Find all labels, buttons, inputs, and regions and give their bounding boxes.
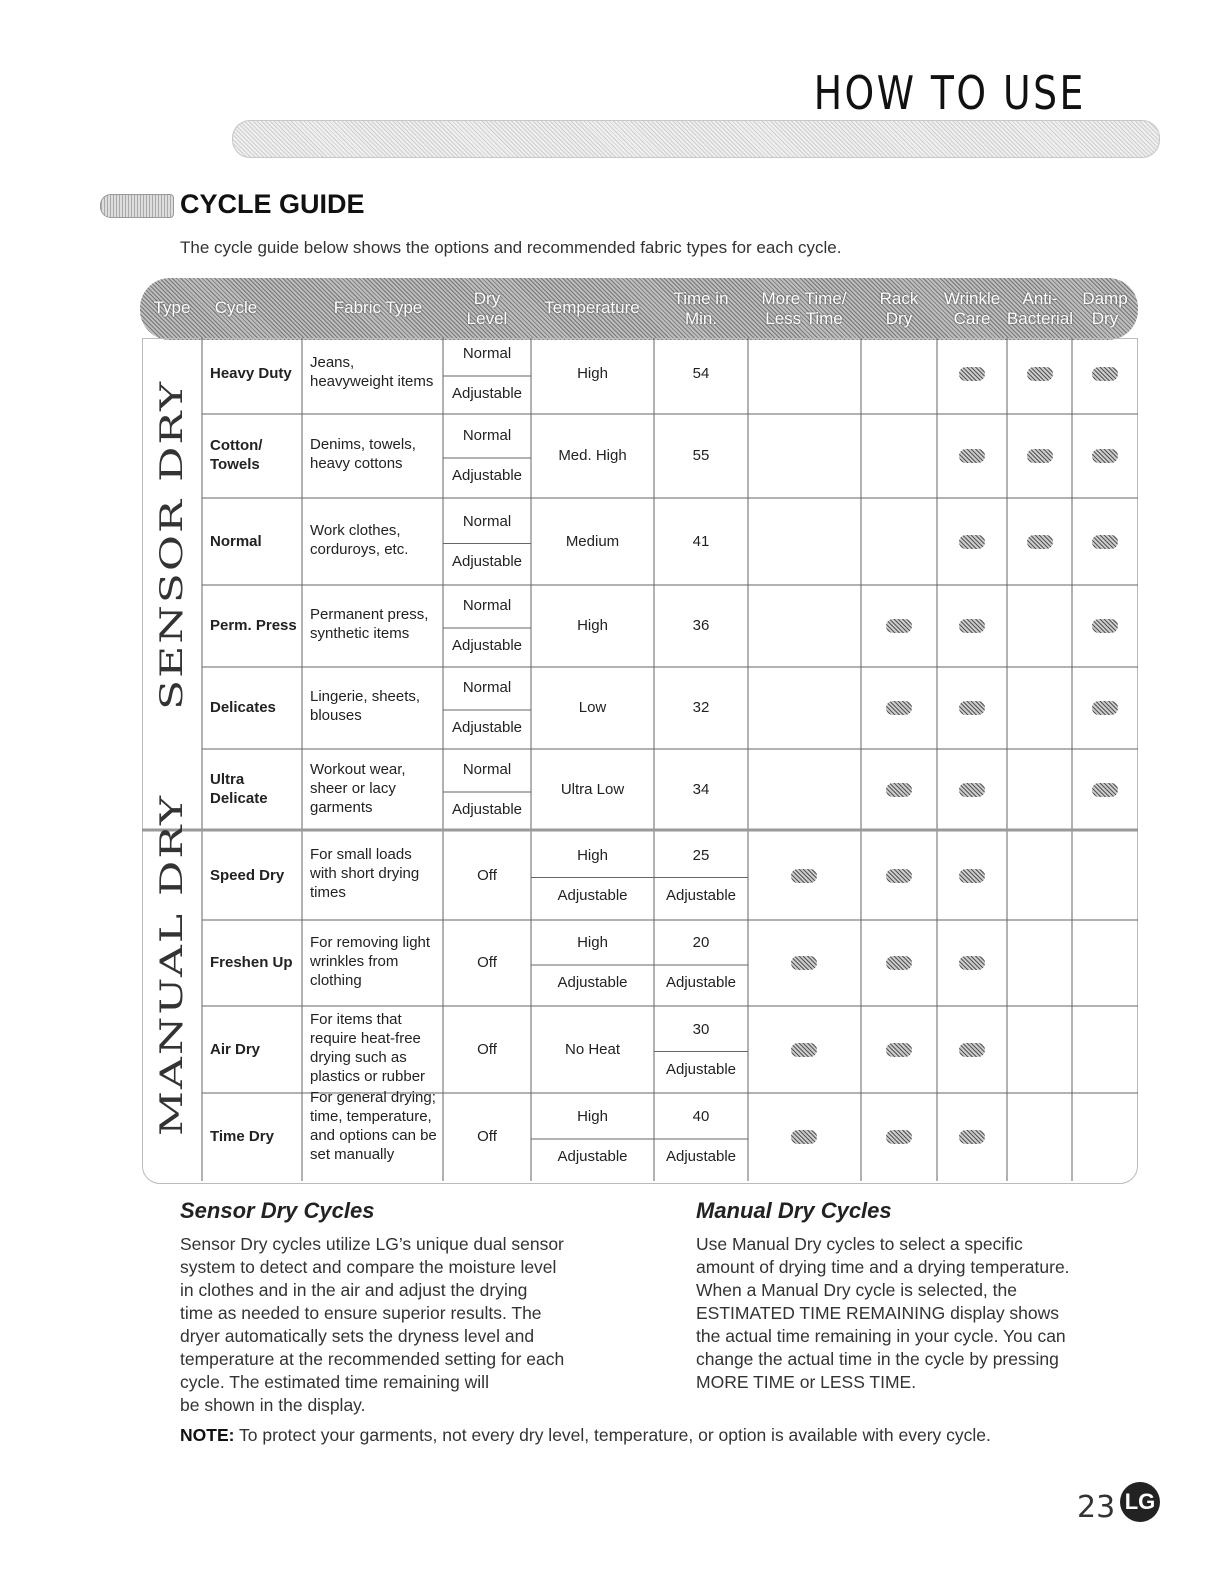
option-available-dot — [959, 956, 985, 970]
temperature: Medium — [565, 532, 620, 550]
table-header — [140, 278, 1138, 340]
option-available-dot — [886, 1130, 912, 1144]
time-min: 41 — [692, 532, 710, 550]
group-label: MANUAL DRY — [153, 793, 190, 1136]
column-header: Damp Dry — [1082, 289, 1128, 328]
cycle-name: Time Dry — [210, 1128, 274, 1145]
temperature: High — [577, 365, 608, 382]
fabric-type: Jeans, heavyweight items — [310, 354, 434, 390]
column-header: Anti- Bacterial — [1006, 289, 1074, 328]
temperature: Adjustable — [557, 886, 628, 904]
dry-level: Adjustable — [451, 719, 523, 736]
dry-level: Off — [477, 1040, 497, 1058]
cycle-name: Delicates — [210, 699, 276, 716]
note-label: NOTE: — [180, 1425, 235, 1445]
note-text: To protect your garments, not every dry level, temperature, or option is available with every cycle. — [234, 1425, 991, 1445]
column-header: Type — [153, 298, 191, 317]
option-available-dot — [959, 619, 985, 633]
temperature: High — [577, 934, 608, 951]
time-min: 32 — [692, 699, 710, 716]
temperature: High — [577, 846, 608, 864]
temperature: Adjustable — [557, 1148, 628, 1165]
sensor-line: be shown in the display. — [180, 1395, 366, 1415]
lg-logo-icon: LG — [1120, 1482, 1160, 1522]
fabric-type: Denims, towels, heavy cottons — [310, 436, 416, 472]
time-min: Adjustable — [665, 1148, 737, 1165]
time-min: Adjustable — [665, 1060, 737, 1078]
fabric-type: Permanent press, synthetic items — [310, 606, 429, 642]
option-available-dot — [959, 1130, 985, 1144]
option-available-dot — [886, 1043, 912, 1057]
time-min: 20 — [692, 934, 710, 951]
sensor-line: in clothes and in the air and adjust the drying — [180, 1280, 528, 1300]
fabric-type: Lingerie, sheets, blouses — [310, 688, 421, 724]
cycle-name: Cotton/ Towels — [210, 437, 263, 473]
option-available-dot — [1027, 535, 1053, 549]
dry-level: Normal — [462, 512, 512, 530]
time-min: 34 — [692, 781, 710, 798]
manual-dry-text — [696, 1233, 1166, 1394]
option-available-dot — [791, 869, 817, 883]
dry-level: Normal — [462, 427, 512, 444]
section-marker-icon — [100, 194, 174, 218]
sensor-line: cycle. The estimated time remaining will — [180, 1372, 489, 1392]
sensor-line: time as needed to ensure superior results. The — [180, 1303, 542, 1323]
temperature: Med. High — [558, 447, 627, 464]
column-header: Fabric Type — [333, 298, 423, 317]
dry-level: Adjustable — [451, 637, 523, 654]
option-available-dot — [959, 783, 985, 797]
option-available-dot — [1092, 535, 1118, 549]
time-min: 40 — [692, 1108, 710, 1125]
fabric-type: Workout wear, sheer or lacy garments — [310, 760, 406, 816]
option-available-dot — [1092, 449, 1118, 463]
option-available-dot — [959, 869, 985, 883]
header-bar — [232, 120, 1160, 158]
option-available-dot — [791, 1043, 817, 1057]
fabric-type: For removing light wrinkles from clothing — [310, 933, 431, 989]
section-title: CYCLE GUIDE — [180, 189, 365, 219]
option-available-dot — [886, 701, 912, 715]
dry-level: Off — [477, 954, 497, 971]
option-available-dot — [1092, 367, 1118, 381]
manual-line: amount of drying time and a drying temperature. — [696, 1257, 1070, 1277]
sensor-dry-text — [180, 1233, 660, 1417]
manual-line: the actual time remaining in your cycle. You can — [696, 1326, 1066, 1346]
cycle-name: Ultra Delicate — [210, 771, 268, 807]
time-min: Adjustable — [665, 886, 737, 904]
temperature: High — [577, 617, 608, 634]
manual-line: ESTIMATED TIME REMAINING display shows — [696, 1303, 1060, 1323]
sensor-line: Sensor Dry cycles utilize LG’s unique dual sensor — [180, 1234, 564, 1254]
manual-line: When a Manual Dry cycle is selected, the — [696, 1280, 1017, 1300]
intro-text: The cycle guide below shows the options and recommended fabric types for each cycle. — [180, 238, 842, 257]
dry-level: Normal — [462, 345, 512, 362]
dry-level: Adjustable — [451, 552, 523, 570]
option-available-dot — [1092, 619, 1118, 633]
sensor-dry-heading: Sensor Dry Cycles — [180, 1198, 375, 1223]
sensor-line: dryer automatically sets the dryness level and — [180, 1326, 535, 1346]
option-available-dot — [886, 869, 912, 883]
time-min: 30 — [692, 1020, 710, 1038]
option-available-dot — [959, 535, 985, 549]
column-header: Wrinkle Care — [943, 289, 1001, 328]
manual-dry-heading: Manual Dry Cycles — [696, 1198, 892, 1223]
option-available-dot — [959, 367, 985, 381]
option-available-dot — [1027, 367, 1053, 381]
dry-level: Normal — [462, 597, 512, 614]
cycle-name: Heavy Duty — [210, 365, 292, 382]
fabric-type: For general drying; time, temperature, and options can be set manually — [310, 1088, 437, 1163]
dry-level: Normal — [462, 679, 512, 696]
temperature: Low — [578, 699, 607, 716]
manual-line: Use Manual Dry cycles to select a specific — [696, 1234, 1023, 1254]
time-min: 25 — [692, 846, 710, 864]
note — [180, 1424, 1060, 1447]
temperature: Ultra Low — [560, 781, 625, 798]
column-header: Cycle — [214, 298, 258, 317]
temperature: High — [577, 1108, 608, 1125]
group-label: SENSOR DRY — [153, 379, 190, 710]
cycle-name: Speed Dry — [210, 866, 285, 884]
fabric-type: For small loads with short drying times — [310, 846, 420, 901]
option-available-dot — [791, 956, 817, 970]
dry-level: Adjustable — [451, 385, 523, 402]
page-number: 23 — [1077, 1490, 1116, 1525]
sensor-line: system to detect and compare the moisture level — [180, 1257, 557, 1277]
cycle-name: Perm. Press — [210, 617, 297, 634]
cycle-name: Air Dry — [210, 1040, 261, 1058]
column-header: Time in Min. — [673, 289, 729, 328]
time-min: 54 — [692, 365, 710, 382]
manual-line: MORE TIME or LESS TIME. — [696, 1372, 917, 1392]
option-available-dot — [1092, 783, 1118, 797]
temperature: No Heat — [564, 1040, 621, 1058]
option-available-dot — [1027, 449, 1053, 463]
option-available-dot — [886, 783, 912, 797]
option-available-dot — [1092, 701, 1118, 715]
dry-level: Adjustable — [451, 801, 523, 818]
option-available-dot — [886, 956, 912, 970]
option-available-dot — [791, 1130, 817, 1144]
sensor-line: temperature at the recommended setting for each — [180, 1349, 565, 1369]
dry-level: Normal — [462, 761, 512, 778]
temperature: Adjustable — [557, 974, 628, 991]
page-header-title: HOW TO USE — [813, 66, 1086, 120]
option-available-dot — [886, 619, 912, 633]
fabric-type: Work clothes, corduroys, etc. — [310, 521, 409, 558]
cycle-name: Freshen Up — [210, 954, 293, 971]
column-header: Temperature — [544, 298, 640, 317]
option-available-dot — [959, 701, 985, 715]
sensor-dry-panel — [142, 338, 1138, 831]
time-min: 36 — [692, 617, 710, 634]
time-min: Adjustable — [665, 974, 737, 991]
dry-level: Off — [477, 866, 497, 884]
cycle-name: Normal — [210, 532, 262, 550]
dry-level: Adjustable — [451, 467, 523, 484]
column-header: Rack Dry — [879, 289, 919, 328]
option-available-dot — [959, 1043, 985, 1057]
column-header: Dry Level — [466, 289, 508, 328]
option-available-dot — [959, 449, 985, 463]
fabric-type: For items that require heat-free drying such as plastics or rubber — [310, 1010, 426, 1085]
time-min: 55 — [692, 447, 710, 464]
dry-level: Off — [477, 1128, 497, 1145]
column-header: More Time/ Less Time — [761, 289, 847, 328]
manual-line: change the actual time in the cycle by pressing — [696, 1349, 1059, 1369]
